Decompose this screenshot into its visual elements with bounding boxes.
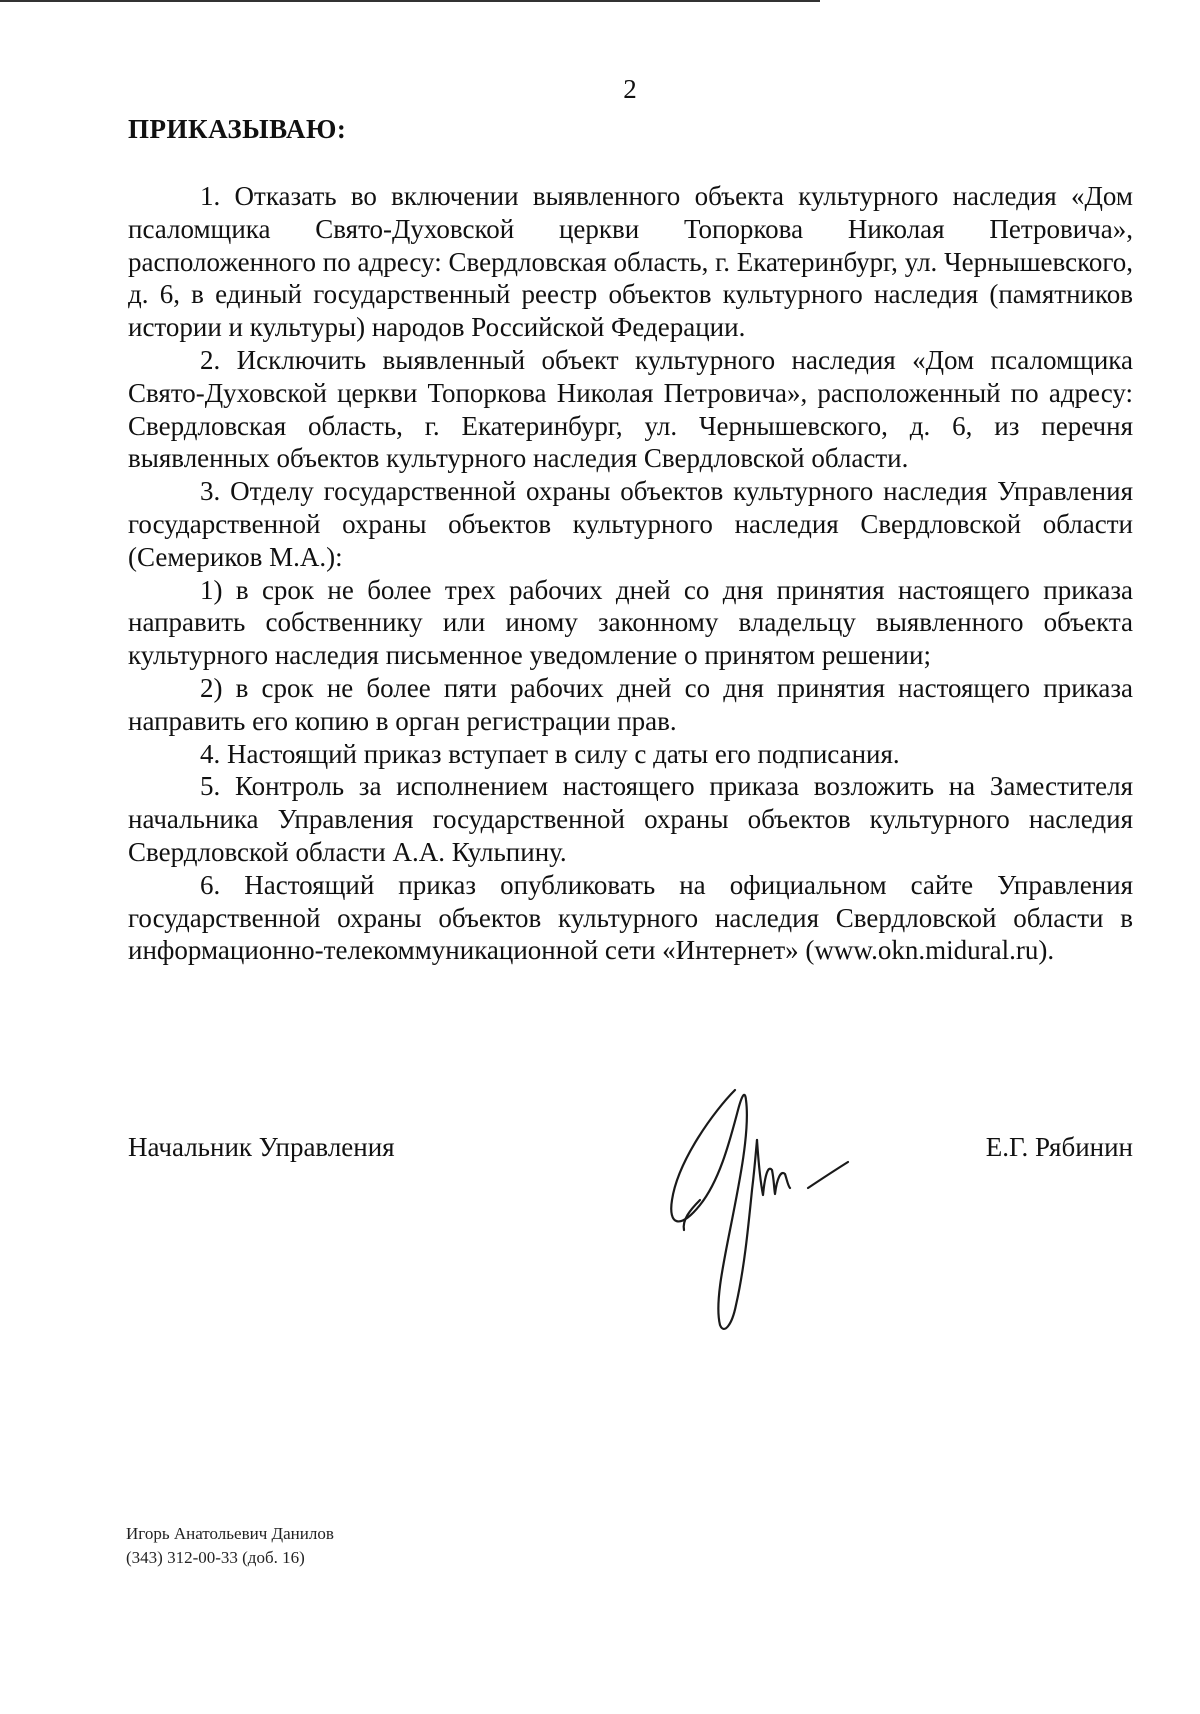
order-item-6: 6. Настоящий приказ опубликовать на официальном сайте Управления государственной охраны объектов культурного наследия Свердловской области в информационно-телекоммуникационной сети «Интернет» (www.okn.midural.ru).: [128, 869, 1133, 966]
order-item-2: 2. Исключить выявленный объект культурного наследия «Дом псаломщика Свято-Духовской церкви Топоркова Николая Петровича», расположенный по адресу: Свердловская область, г. Екатеринбург, ул. Чернышевского, д. 6, из перечня выявленных объектов культурного наследия Свердловской области.: [128, 344, 1133, 474]
contact-block: [126, 1522, 334, 1570]
handwritten-signature: [660, 1070, 890, 1350]
signature-block: [128, 1132, 1133, 1172]
order-heading: ПРИКАЗЫВАЮ:: [128, 114, 347, 144]
order-item-4: 4. Настоящий приказ вступает в силу с даты его подписания.: [200, 738, 900, 769]
order-subitem-2: 2) в срок не более пяти рабочих дней со дня принятия настоящего приказа направить его копию в орган регистрации прав.: [128, 672, 1133, 736]
top-rule: [0, 0, 820, 2]
contact-name: Игорь Анатольевич Данилов: [126, 1524, 334, 1543]
order-item-1: 1. Отказать во включении выявленного объекта культурного наследия «Дом псаломщика Свято-Духовской церкви Топоркова Николая Петровича», расположенного по адресу: Свердловская область, г. Екатеринбург, ул. Чернышевского, д. 6, в единый государственный реестр объектов культурного наследия (памятников истории и культуры) народов Российской Федерации.: [128, 181, 1133, 343]
order-body: [128, 180, 1133, 967]
contact-phone: (343) 312-00-33 (доб. 16): [126, 1548, 305, 1567]
signer-name: Е.Г. Рябинин: [985, 1132, 1133, 1162]
signer-position: Начальник Управления: [128, 1132, 395, 1162]
order-subitem-1: 1) в срок не более трех рабочих дней со дня принятия настоящего приказа направить собственнику или иному законному владельцу выявленного объекта культурного наследия письменное уведомление о принятом решении;: [128, 574, 1133, 671]
order-item-5: 5. Контроль за исполнением настоящего приказа возложить на Заместителя начальника Управления государственной охраны объектов культурного наследия Свердловской области А.А. Кульпину.: [128, 771, 1133, 867]
order-item-3: 3. Отделу государственной охраны объектов культурного наследия Управления государственной охраны объектов культурного наследия Свердловской области (Семериков М.А.):: [128, 476, 1133, 572]
page-number: 2: [623, 74, 637, 104]
